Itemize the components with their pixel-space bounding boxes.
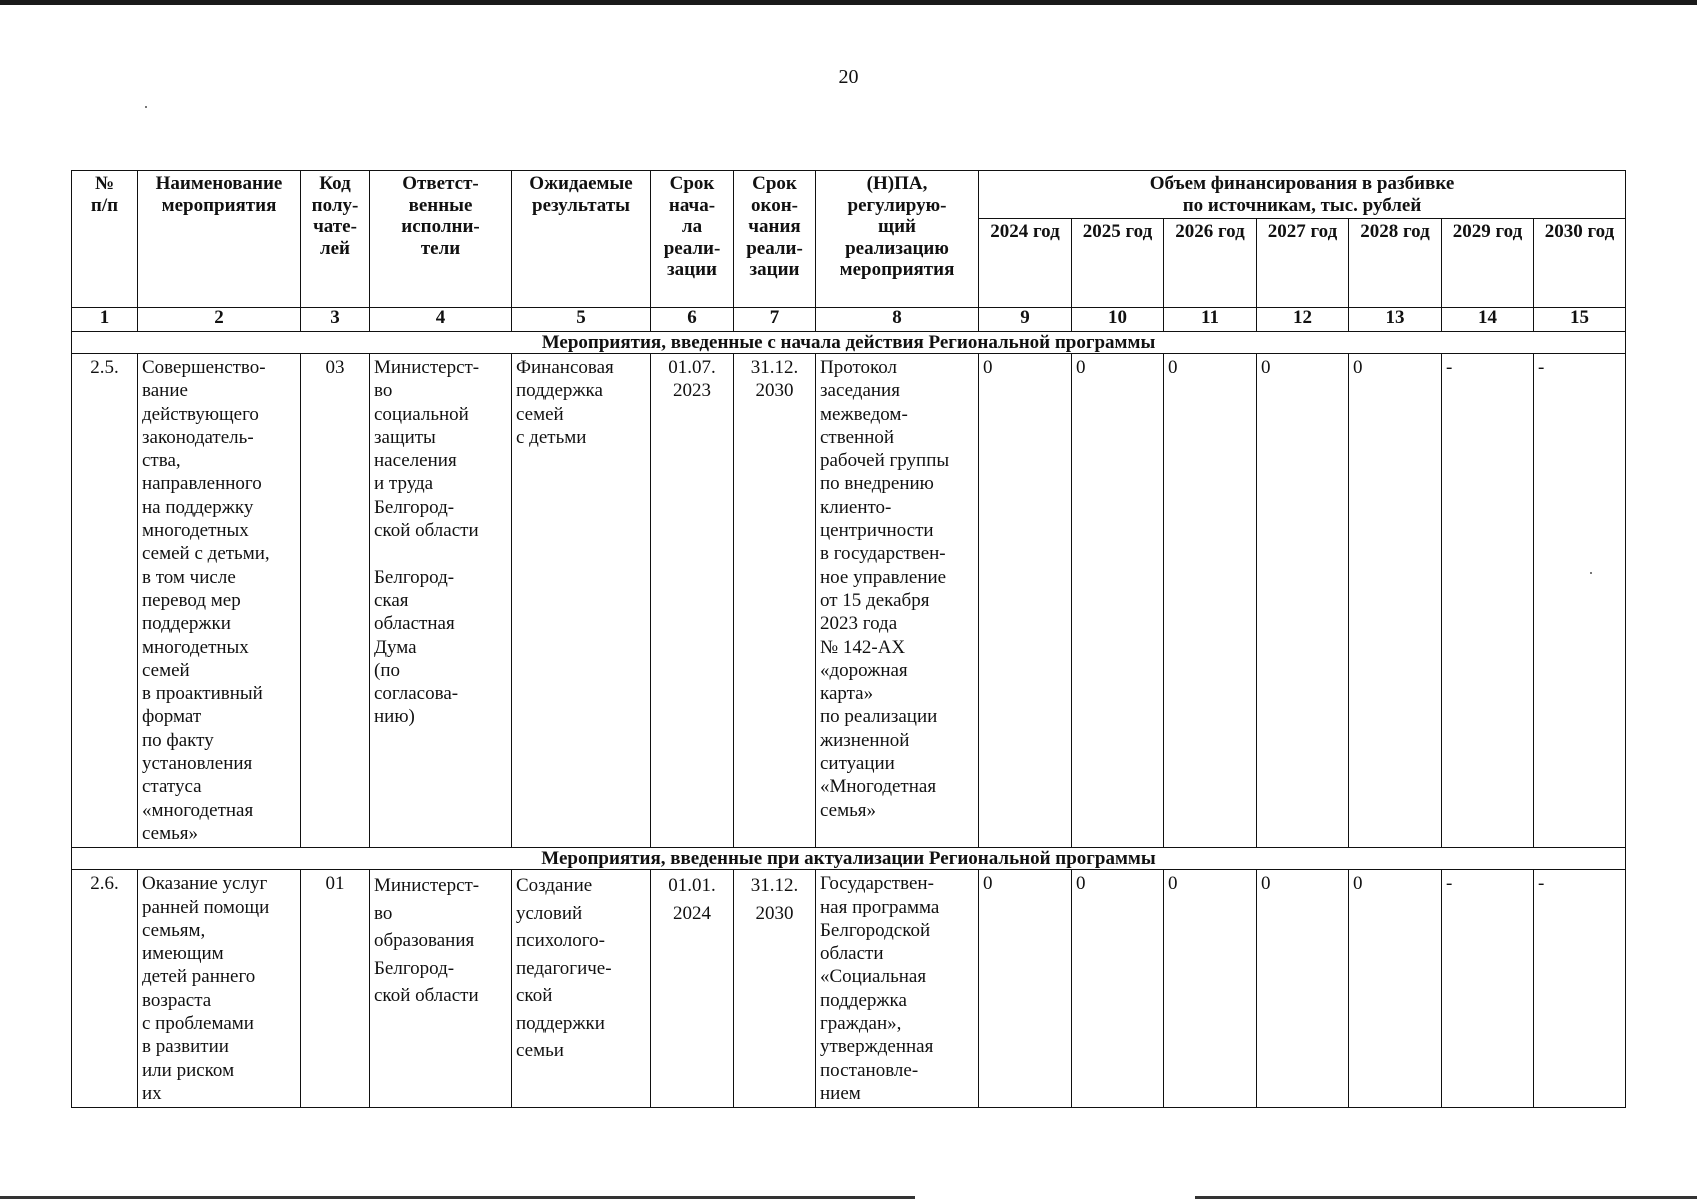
responsible-executors: Министерст- во образования Белгород- ской области: [370, 870, 512, 1108]
header-year: 2030 год: [1534, 219, 1626, 308]
column-number: 3: [301, 308, 370, 332]
table-row: [72, 354, 1626, 848]
expected-results: Финансовая поддержка семей с детьми: [512, 354, 651, 848]
header-code: Код полу- чате- лей: [301, 171, 370, 308]
header-no: № п/п: [72, 171, 138, 308]
column-number: 4: [370, 308, 512, 332]
funding-2030: -: [1534, 870, 1626, 1108]
regulatory-act: Государствен- ная программа Белгородской области «Социальная поддержка граждан», утвержденная постановле- нием: [816, 870, 979, 1108]
column-number: 8: [816, 308, 979, 332]
header-year: 2024 год: [979, 219, 1072, 308]
column-number: 13: [1349, 308, 1442, 332]
funding-2028: 0: [1349, 354, 1442, 848]
header-results: Ожидаемые результаты: [512, 171, 651, 308]
funding-2027: 0: [1257, 870, 1349, 1108]
funding-2024: 0: [979, 354, 1072, 848]
table-row: [72, 870, 1626, 1108]
activities-table: [71, 170, 1626, 1108]
header-year: 2029 год: [1442, 219, 1534, 308]
section-title: Мероприятия, введенные с начала действия Региональной программы: [72, 332, 1626, 354]
column-number: 5: [512, 308, 651, 332]
funding-2026: 0: [1164, 354, 1257, 848]
scan-speck: [145, 106, 147, 108]
section-header: [72, 332, 1626, 354]
column-number: 7: [734, 308, 816, 332]
column-number: 15: [1534, 308, 1626, 332]
scan-top-edge: [0, 0, 1697, 5]
section-header: [72, 848, 1626, 870]
activity-name: Совершенство- вание действующего законодатель- ства, направленного на поддержку многодетных семей с детьми, в том числе перевод мер поддержки многодетных семей в проактивный формат по факту установления статуса «многодетная семья»: [138, 354, 301, 848]
funding-2029: -: [1442, 870, 1534, 1108]
funding-2025: 0: [1072, 870, 1164, 1108]
activity-name: Оказание услуг ранней помощи семьям, имеющим детей раннего возраста с проблемами в развитии или риском их: [138, 870, 301, 1108]
header-end: Срок окон- чания реали- зации: [734, 171, 816, 308]
funding-2028: 0: [1349, 870, 1442, 1108]
recipient-code: 01: [301, 870, 370, 1108]
column-number: 6: [651, 308, 734, 332]
funding-2030: -: [1534, 354, 1626, 848]
scan-bottom-edge: [1195, 1196, 1697, 1199]
column-number: 9: [979, 308, 1072, 332]
funding-2026: 0: [1164, 870, 1257, 1108]
funding-2027: 0: [1257, 354, 1349, 848]
column-number: 14: [1442, 308, 1534, 332]
column-number: 12: [1257, 308, 1349, 332]
section-title: Мероприятия, введенные при актуализации Региональной программы: [72, 848, 1626, 870]
header-executors: Ответст- венные исполни- тели: [370, 171, 512, 308]
scan-bottom-edge: [0, 1196, 915, 1199]
funding-2024: 0: [979, 870, 1072, 1108]
end-date: 31.12. 2030: [734, 354, 816, 848]
header-year: 2025 год: [1072, 219, 1164, 308]
column-number: 2: [138, 308, 301, 332]
header-year: 2028 год: [1349, 219, 1442, 308]
row-number: 2.5.: [72, 354, 138, 848]
header-npa: (Н)ПА, регулирую- щий реализацию мероприятия: [816, 171, 979, 308]
column-numbers-row: [72, 308, 1626, 332]
start-date: 01.07. 2023: [651, 354, 734, 848]
funding-2029: -: [1442, 354, 1534, 848]
header-year: 2026 год: [1164, 219, 1257, 308]
header-start: Срок нача- ла реали- зации: [651, 171, 734, 308]
end-date: 31.12. 2030: [734, 870, 816, 1108]
recipient-code: 03: [301, 354, 370, 848]
column-number: 10: [1072, 308, 1164, 332]
header-finance: Объем финансирования в разбивке по источникам, тыс. рублей: [979, 171, 1626, 219]
column-number: 11: [1164, 308, 1257, 332]
row-number: 2.6.: [72, 870, 138, 1108]
column-number: 1: [72, 308, 138, 332]
responsible-executors: Министерст- во социальной защиты населения и труда Белгород- ской области Белгород- ская областная Дума (по согласова- нию): [370, 354, 512, 848]
expected-results: Создание условий психолого- педагогиче- ской поддержки семьи: [512, 870, 651, 1108]
regulatory-act: Протокол заседания межведом- ственной рабочей группы по внедрению клиенто- центричности в государствен- ное управление от 15 декабря 2023 года № 142-АХ «дорожная карта» по реализации жизненной ситуации «Многодетная семья»: [816, 354, 979, 848]
funding-2025: 0: [1072, 354, 1164, 848]
header-name: Наименование мероприятия: [138, 171, 301, 308]
header-row: [72, 171, 1626, 219]
header-year: 2027 год: [1257, 219, 1349, 308]
page-number: 20: [838, 66, 859, 88]
start-date: 01.01. 2024: [651, 870, 734, 1108]
